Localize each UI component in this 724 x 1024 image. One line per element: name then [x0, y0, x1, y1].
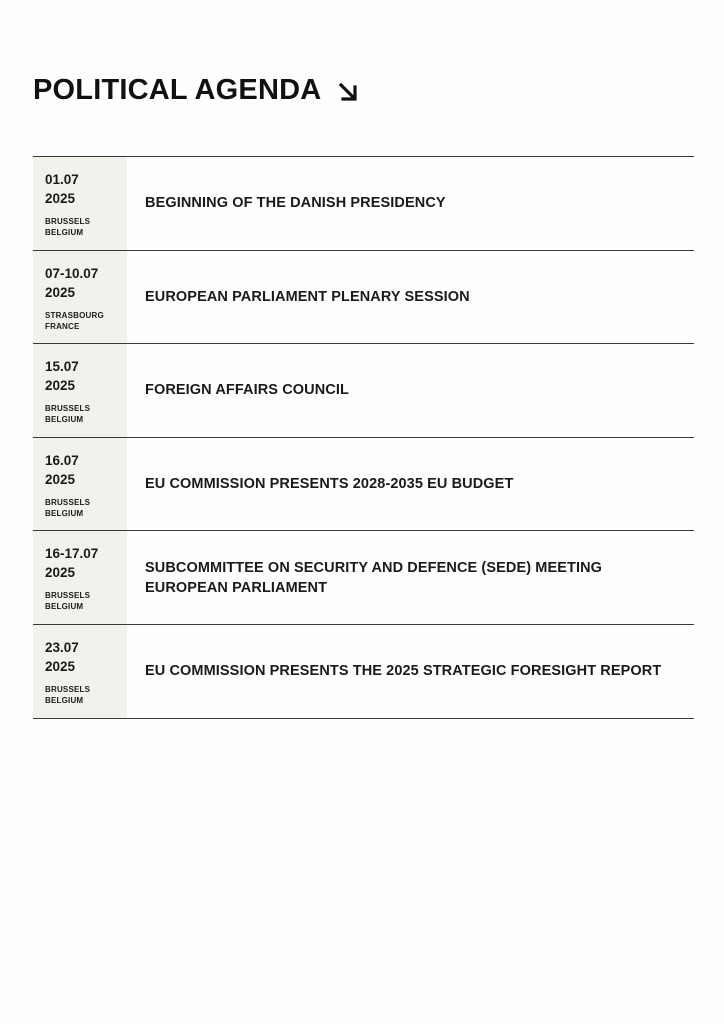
event-country: BELGIUM — [45, 415, 84, 425]
date-cell — [33, 438, 127, 531]
event-date: 16.07 — [45, 452, 79, 468]
event-cell — [127, 157, 694, 250]
event-date: 07-10.07 — [45, 265, 99, 281]
event-location — [45, 684, 127, 706]
agenda-row — [33, 625, 694, 719]
event-country: FRANCE — [45, 321, 80, 331]
event-title-line: EU COMMISSION PRESENTS THE 2025 STRATEGIC FORESIGHT REPORT — [145, 663, 662, 680]
event-city: BRUSSELS — [45, 591, 91, 601]
event-title-line: EUROPEAN PARLIAMENT — [145, 579, 328, 596]
event-year: 2025 — [45, 284, 76, 300]
event-title-line: SUBCOMMITTEE ON SECURITY AND DEFENCE (SEDE) MEETING — [145, 559, 603, 576]
event-city: BRUSSELS — [45, 684, 91, 694]
event-location — [45, 590, 127, 612]
event-title-line: EUROPEAN PARLIAMENT PLENARY SESSION — [145, 288, 470, 305]
page-title: POLITICAL AGENDA — [33, 74, 322, 106]
date-cell — [33, 344, 127, 437]
event-title-line: BEGINNING OF THE DANISH PRESIDENCY — [145, 195, 446, 212]
date-cell — [33, 157, 127, 250]
event-country: BELGIUM — [45, 695, 84, 705]
event-cell — [127, 438, 694, 531]
page-header — [33, 70, 359, 110]
event-location — [45, 403, 127, 425]
event-location — [45, 497, 127, 519]
event-title — [145, 193, 446, 213]
event-title-line: EU COMMISSION PRESENTS 2028-2035 EU BUDGET — [145, 476, 514, 493]
event-city: BRUSSELS — [45, 497, 91, 507]
event-cell — [127, 344, 694, 437]
event-country: BELGIUM — [45, 602, 84, 612]
event-date: 16-17.07 — [45, 546, 99, 562]
event-year: 2025 — [45, 565, 76, 581]
agenda-row — [33, 157, 694, 251]
event-title — [145, 287, 470, 307]
date-cell — [33, 251, 127, 344]
agenda-row — [33, 438, 694, 532]
event-date: 23.07 — [45, 639, 79, 655]
event-city: BRUSSELS — [45, 217, 91, 226]
event-title — [145, 661, 661, 681]
event-country: BELGIUM — [45, 228, 84, 237]
agenda-row — [33, 344, 694, 438]
event-location — [45, 216, 127, 238]
event-title — [145, 474, 513, 494]
event-year: 2025 — [45, 191, 76, 206]
date-cell — [33, 531, 127, 624]
agenda-row — [33, 251, 694, 345]
event-title-line: FOREIGN AFFAIRS COUNCIL — [145, 382, 349, 399]
event-title — [145, 380, 349, 400]
event-year: 2025 — [45, 658, 76, 674]
event-location — [45, 310, 127, 332]
arrow-down-right-icon — [337, 81, 359, 103]
event-date: 01.07 — [45, 172, 79, 187]
event-cell — [127, 625, 694, 718]
date-cell — [33, 625, 127, 718]
event-date: 15.07 — [45, 359, 79, 375]
event-year: 2025 — [45, 471, 76, 487]
event-title — [145, 558, 602, 598]
event-cell — [127, 531, 694, 624]
agenda-table — [33, 156, 694, 719]
event-cell — [127, 251, 694, 344]
event-city: BRUSSELS — [45, 404, 91, 414]
event-city: STRASBOURG — [45, 310, 104, 320]
event-year: 2025 — [45, 378, 76, 394]
event-country: BELGIUM — [45, 508, 84, 518]
agenda-row — [33, 531, 694, 625]
